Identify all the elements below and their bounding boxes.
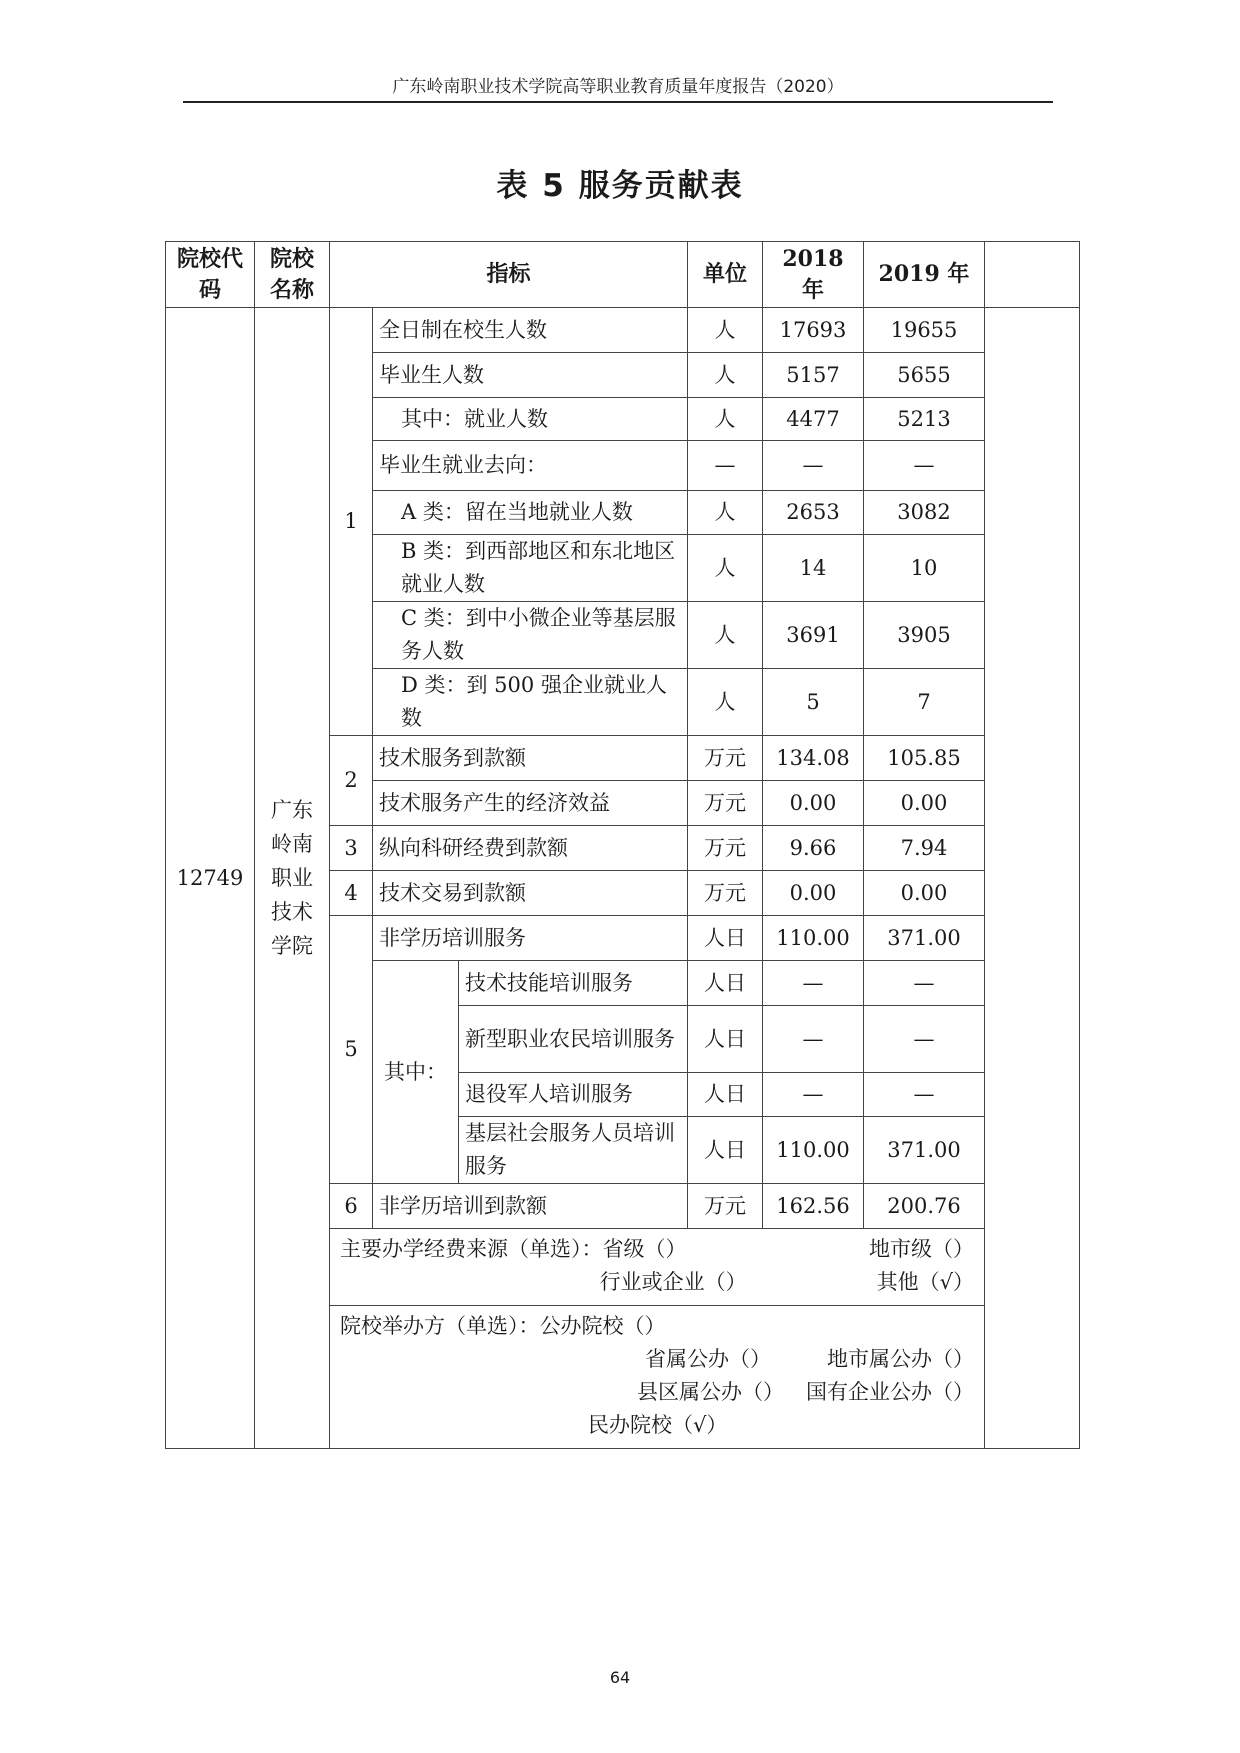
ownership-line-2 (340, 1343, 974, 1376)
header-2018: 2018 年 (763, 242, 864, 308)
value-2018: 2653 (763, 491, 864, 535)
indicator-label: 退役军人培训服务 (459, 1073, 688, 1117)
funding-industry-option: 行业或企业（） (599, 1270, 747, 1294)
table-row (166, 308, 1080, 353)
funding-line-2 (340, 1266, 974, 1299)
unit-cell: 人 (688, 308, 763, 353)
ownership-municipal-option: 地市属公办（） (827, 1347, 974, 1371)
value-2018: — (763, 1073, 864, 1117)
value-2018: 17693 (763, 308, 864, 353)
unit-cell: 人日 (688, 1006, 763, 1073)
unit-cell: 人 (688, 669, 763, 736)
group-number-3: 3 (330, 826, 373, 871)
value-2018: 0.00 (763, 781, 864, 826)
unit-cell: 人日 (688, 916, 763, 961)
header-unit: 单位 (688, 242, 763, 308)
value-2018: 9.66 (763, 826, 864, 871)
school-name-text: 广东岭南职业技术学院 (271, 798, 313, 958)
value-2019: 5213 (864, 398, 985, 441)
unit-cell: — (688, 441, 763, 491)
value-2019: 10 (864, 535, 985, 602)
value-2019: — (864, 961, 985, 1006)
ownership-public-option: 院校举办方（单选）：公办院校（） (340, 1314, 666, 1338)
value-2019: 371.00 (864, 916, 985, 961)
group-number-2: 2 (330, 736, 373, 826)
value-2019: 200.76 (864, 1184, 985, 1229)
value-2018: — (763, 961, 864, 1006)
value-2019: 19655 (864, 308, 985, 353)
service-contribution-table (165, 241, 1080, 1449)
unit-cell: 人 (688, 398, 763, 441)
running-header: 广东岭南职业技术学院高等职业教育质量年度报告（2020） (392, 77, 844, 97)
value-2019: 3905 (864, 602, 985, 669)
header-rule (183, 101, 1053, 103)
value-2019: 7.94 (864, 826, 985, 871)
unit-cell: 万元 (688, 781, 763, 826)
school-name-cell (255, 308, 330, 1449)
value-2019: 5655 (864, 353, 985, 398)
funding-other-option: 其他（√） (876, 1270, 974, 1294)
value-2019: — (864, 441, 985, 491)
header-extra (985, 242, 1080, 308)
group-number-4: 4 (330, 871, 373, 916)
header-2019: 2019 年 (864, 242, 985, 308)
value-2018: 5157 (763, 353, 864, 398)
header-school-code: 院校代码 (166, 242, 255, 308)
indicator-label: 非学历培训到款额 (373, 1184, 688, 1229)
indicator-label: 纵向科研经费到款额 (373, 826, 688, 871)
ownership-private-option: 民办院校（√） (588, 1413, 728, 1437)
unit-cell: 人 (688, 491, 763, 535)
unit-cell: 人日 (688, 961, 763, 1006)
value-2018: 110.00 (763, 916, 864, 961)
indicator-label: D 类：到 500 强企业就业人数 (373, 669, 688, 736)
unit-cell: 人日 (688, 1117, 763, 1184)
value-2019: 0.00 (864, 871, 985, 916)
value-2019: 7 (864, 669, 985, 736)
indicator-label: 技术服务产生的经济效益 (373, 781, 688, 826)
group-number-1: 1 (330, 308, 373, 736)
indicator-label: 基层社会服务人员培训服务 (459, 1117, 688, 1184)
indicator-label: C 类：到中小微企业等基层服务人数 (373, 602, 688, 669)
indicator-label: 新型职业农民培训服务 (459, 1006, 688, 1073)
ownership-county-option: 县区属公办（） (637, 1380, 784, 1404)
value-2019: 0.00 (864, 781, 985, 826)
unit-cell: 万元 (688, 736, 763, 781)
indicator-label: 技术服务到款额 (373, 736, 688, 781)
funding-municipal-option: 地市级（） (869, 1237, 974, 1261)
ownership-soe-option: 国有企业公办（） (806, 1380, 974, 1404)
unit-cell: 人 (688, 353, 763, 398)
table-header-row (166, 242, 1080, 308)
header-school-name: 院校名称 (255, 242, 330, 308)
value-2018: 134.08 (763, 736, 864, 781)
unit-cell: 万元 (688, 826, 763, 871)
group-number-5: 5 (330, 916, 373, 1184)
value-2018: 162.56 (763, 1184, 864, 1229)
indicator-label: 全日制在校生人数 (373, 308, 688, 353)
value-2018: 14 (763, 535, 864, 602)
value-2018: 0.00 (763, 871, 864, 916)
school-code-cell: 12749 (166, 308, 255, 1449)
indicator-label: A 类：留在当地就业人数 (373, 491, 688, 535)
value-2018: 5 (763, 669, 864, 736)
indicator-label: 毕业生就业去向： (373, 441, 688, 491)
value-2018: — (763, 441, 864, 491)
page-number: 64 (609, 1668, 631, 1687)
unit-cell: 人日 (688, 1073, 763, 1117)
value-2018: 110.00 (763, 1117, 864, 1184)
value-2019: 371.00 (864, 1117, 985, 1184)
indicator-label: 毕业生人数 (373, 353, 688, 398)
value-2018: 3691 (763, 602, 864, 669)
value-2019: — (864, 1073, 985, 1117)
ownership-provincial-option: 省属公办（） (645, 1347, 771, 1371)
funding-source-cell (330, 1229, 985, 1306)
value-2018: 4477 (763, 398, 864, 441)
unit-cell: 万元 (688, 871, 763, 916)
indicator-label: B 类：到西部地区和东北地区就业人数 (373, 535, 688, 602)
funding-provincial-option: 主要办学经费来源（单选）：省级（） (340, 1237, 687, 1261)
ownership-cell (330, 1306, 985, 1449)
funding-line-1 (340, 1233, 974, 1266)
unit-cell: 人 (688, 535, 763, 602)
group-number-6: 6 (330, 1184, 373, 1229)
value-2019: — (864, 1006, 985, 1073)
indicator-label: 技术技能培训服务 (459, 961, 688, 1006)
value-2019: 3082 (864, 491, 985, 535)
value-2019: 105.85 (864, 736, 985, 781)
indicator-label: 技术交易到款额 (373, 871, 688, 916)
header-indicator: 指标 (330, 242, 688, 308)
page-title: 表 5 服务贡献表 (496, 168, 744, 204)
ownership-line-3 (340, 1376, 974, 1409)
indicator-label: 非学历培训服务 (373, 916, 688, 961)
extra-column-cell (985, 308, 1080, 1449)
among-label: 其中： (373, 961, 459, 1184)
unit-cell: 万元 (688, 1184, 763, 1229)
value-2018: — (763, 1006, 864, 1073)
indicator-label: 其中：就业人数 (373, 398, 688, 441)
unit-cell: 人 (688, 602, 763, 669)
